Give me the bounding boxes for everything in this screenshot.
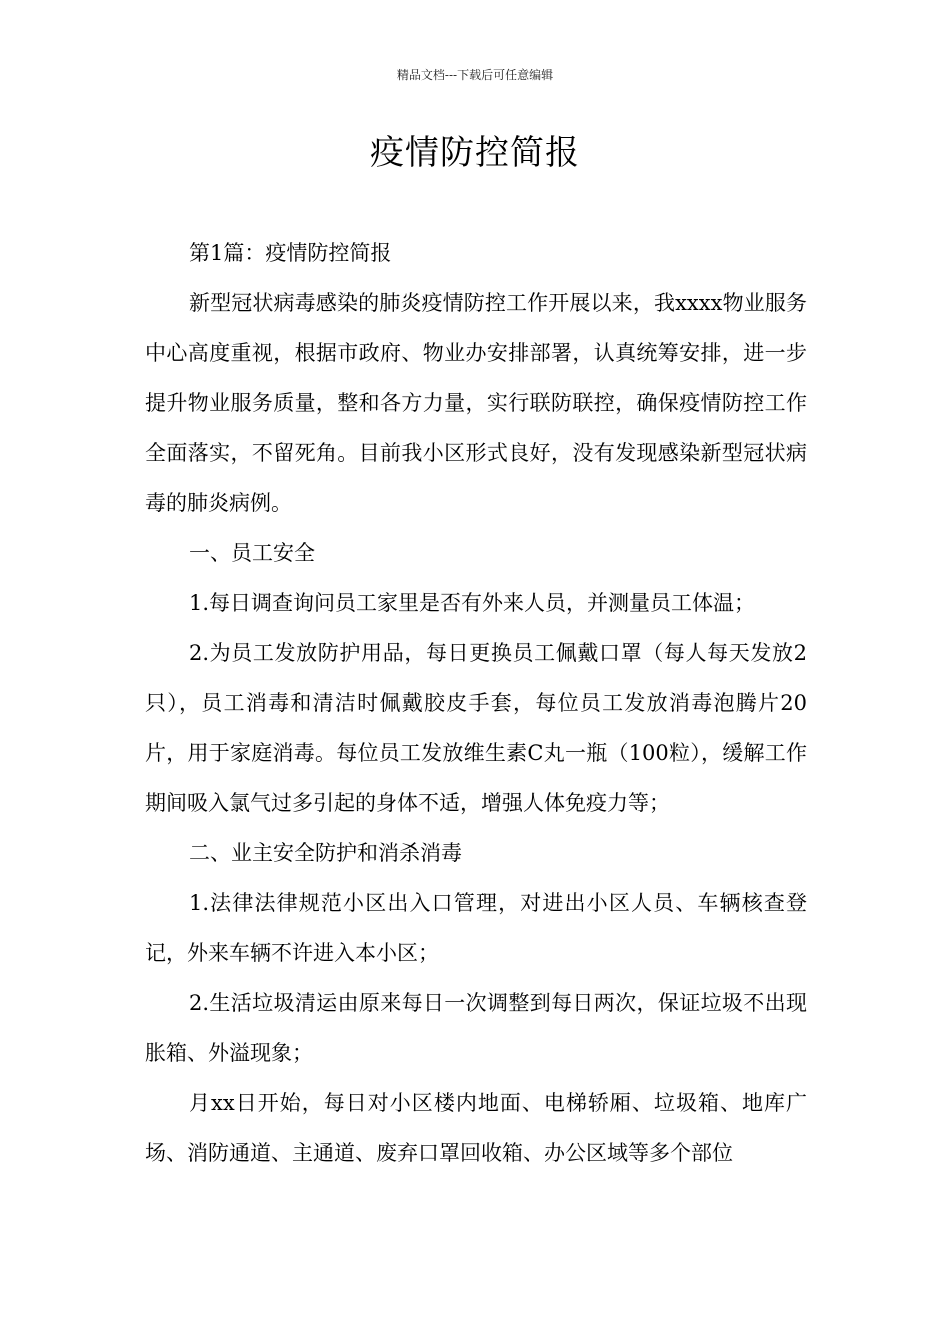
section-heading-owner-safety: 二、业主安全防护和消杀消毒 [189,841,462,865]
paragraph-owner-item-1: 1.法律法律规范小区出入口管理，对进出小区人员、车辆核查登记，外来车辆不许进入本小区； [145,891,807,965]
paragraph-staff-item-2: 2.为员工发放防护用品，每日更换员工佩戴口罩（每人每天发放2只），员工消毒和清洁时佩戴胶皮手套，每位员工发放消毒泡腾片20片，用于家庭消毒。每位员工发放维生素C丸一瓶（100粒），缓解工作期间吸入氯气过多引起的身体不适，增强人体免疫力等； [145,641,807,815]
paragraph-staff-item-1: 1.每日调查询问员工家里是否有外来人员，并测量员工体温； [189,591,756,615]
paragraph-disinfection: 月xx日开始，每日对小区楼内地面、电梯轿厢、垃圾箱、地库广场、消防通道、主通道、废弃口罩回收箱、办公区域等多个部位 [145,1091,807,1165]
paragraph-owner-item-2: 2.生活垃圾清运由原来每日一次调整到每日两次，保证垃圾不出现胀箱、外溢现象； [145,991,807,1065]
document-body [145,228,807,1178]
header-note: 精品文档---下载后可任意编辑 [396,68,554,82]
document-title: 疫情防控简报 [370,133,580,173]
paragraph-intro: 新型冠状病毒感染的肺炎疫情防控工作开展以来，我xxxx物业服务中心高度重视，根据市政府、物业办安排部署，认真统筹安排，进一步提升物业服务质量，整和各方力量，实行联防联控，确保疫情防控工作全面落实，不留死角。目前我小区形式良好，没有发现感染新型冠状病毒的肺炎病例。 [145,291,807,515]
section-heading-staff-safety: 一、员工安全 [189,541,315,565]
section-heading-article: 第1篇：疫情防控简报 [189,241,392,265]
